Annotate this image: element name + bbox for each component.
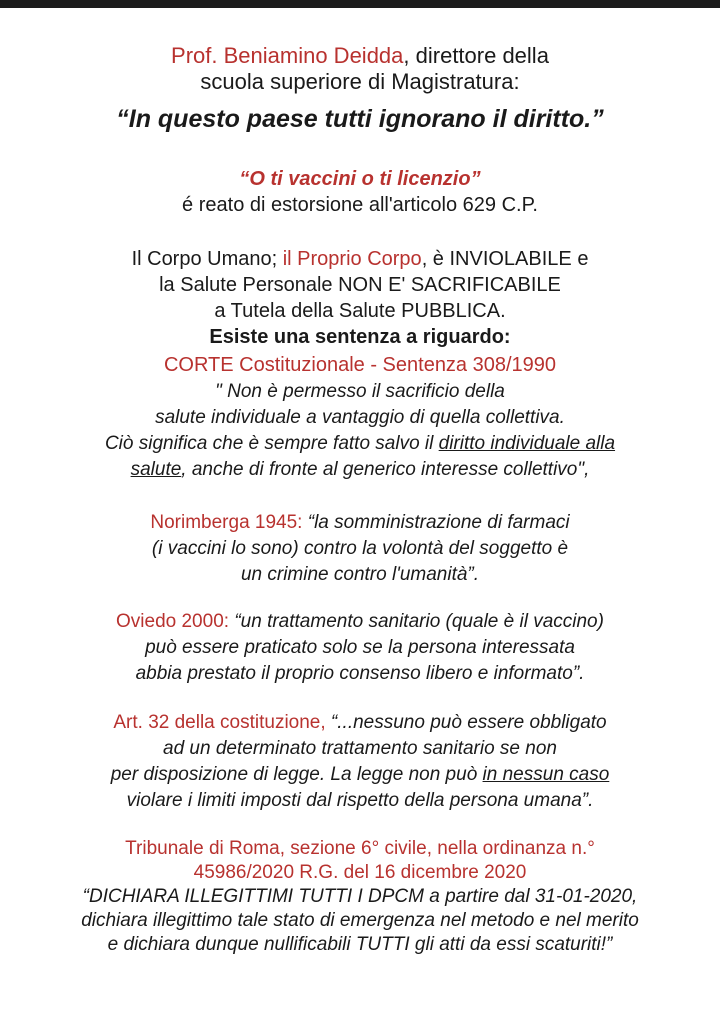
header-line-2: scuola superiore di Magistratura:: [200, 69, 520, 94]
body-line-3: a Tutela della Salute PUBBLICA.: [214, 300, 506, 322]
author-role: , direttore della: [403, 43, 549, 68]
art32-line-1: Art. 32 della costituzione, “...nessuno può essere obbligato: [113, 712, 607, 733]
header-quote: “In questo paese tutti ignorano il diritto.”: [116, 105, 604, 133]
tribunale-line-1: Tribunale di Roma, sezione 6° civile, nella ordinanza n.°: [125, 838, 595, 859]
body-line-1: Il Corpo Umano; il Proprio Corpo, è INVIOLABILE e: [131, 248, 589, 270]
top-bar: [0, 0, 720, 8]
tribunale-line-5: e dichiara dunque nullificabili TUTTI gli atti da essi scaturiti!”: [107, 934, 613, 955]
art32-line-3: per disposizione di legge. La legge non può in nessun caso: [110, 764, 610, 785]
oviedo-line-3: abbia prestato il proprio consenso libero e informato”.: [135, 663, 585, 684]
sentence-quote-4: salute, anche di fronte al generico interesse collettivo",: [130, 459, 590, 480]
body-line-2: la Salute Personale NON E' SACRIFICABILE: [159, 274, 561, 296]
author-name: Prof. Beniamino Deidda: [171, 43, 404, 68]
oviedo-line-2: può essere praticato solo se la persona interessata: [145, 637, 575, 658]
norimberga-line-2: (i vaccini lo sono) contro la volontà del soggetto è: [151, 538, 569, 559]
extortion-quote: “O ti vaccini o ti licenzio”: [239, 168, 481, 190]
art32-line-4: violare i limiti imposti dal rispetto della persona umana”.: [126, 790, 594, 811]
art32-label: Art. 32 della costituzione,: [113, 712, 326, 733]
tribunale-line-2: 45986/2020 R.G. del 16 dicembre 2020: [193, 862, 527, 883]
norimberga-label: Norimberga 1945:: [150, 512, 303, 533]
sentence-quote-2: salute individuale a vantaggio di quella collettiva.: [155, 407, 565, 428]
sentence-quote-1: " Non è permesso il sacrificio della: [215, 381, 505, 402]
tribunale-line-3: “DICHIARA ILLEGITTIMI TUTTI I DPCM a partire dal 31-01-2020,: [82, 886, 638, 907]
norimberga-line-1: Norimberga 1945: “la somministrazione di farmaci: [150, 512, 570, 533]
oviedo-line-1: Oviedo 2000: “un trattamento sanitario (quale è il vaccino): [116, 611, 604, 632]
extortion-text: é reato di estorsione all'articolo 629 C.P.: [182, 194, 538, 216]
header-line-1: [0, 43, 720, 69]
oviedo-label: Oviedo 2000:: [116, 611, 230, 632]
tribunale-line-4: dichiara illegittimo tale stato di emergenza nel metodo e nel merito: [81, 910, 639, 931]
sentence-quote-3: Ciò significa che è sempre fatto salvo il diritto individuale alla: [104, 433, 616, 454]
art32-line-2: ad un determinato trattamento sanitario se non: [163, 738, 557, 759]
body-line-4: Esiste una sentenza a riguardo:: [209, 326, 511, 348]
norimberga-line-3: un crimine contro l'umanità”.: [240, 564, 480, 585]
sentence-reference: CORTE Costituzionale - Sentenza 308/1990: [163, 354, 557, 376]
